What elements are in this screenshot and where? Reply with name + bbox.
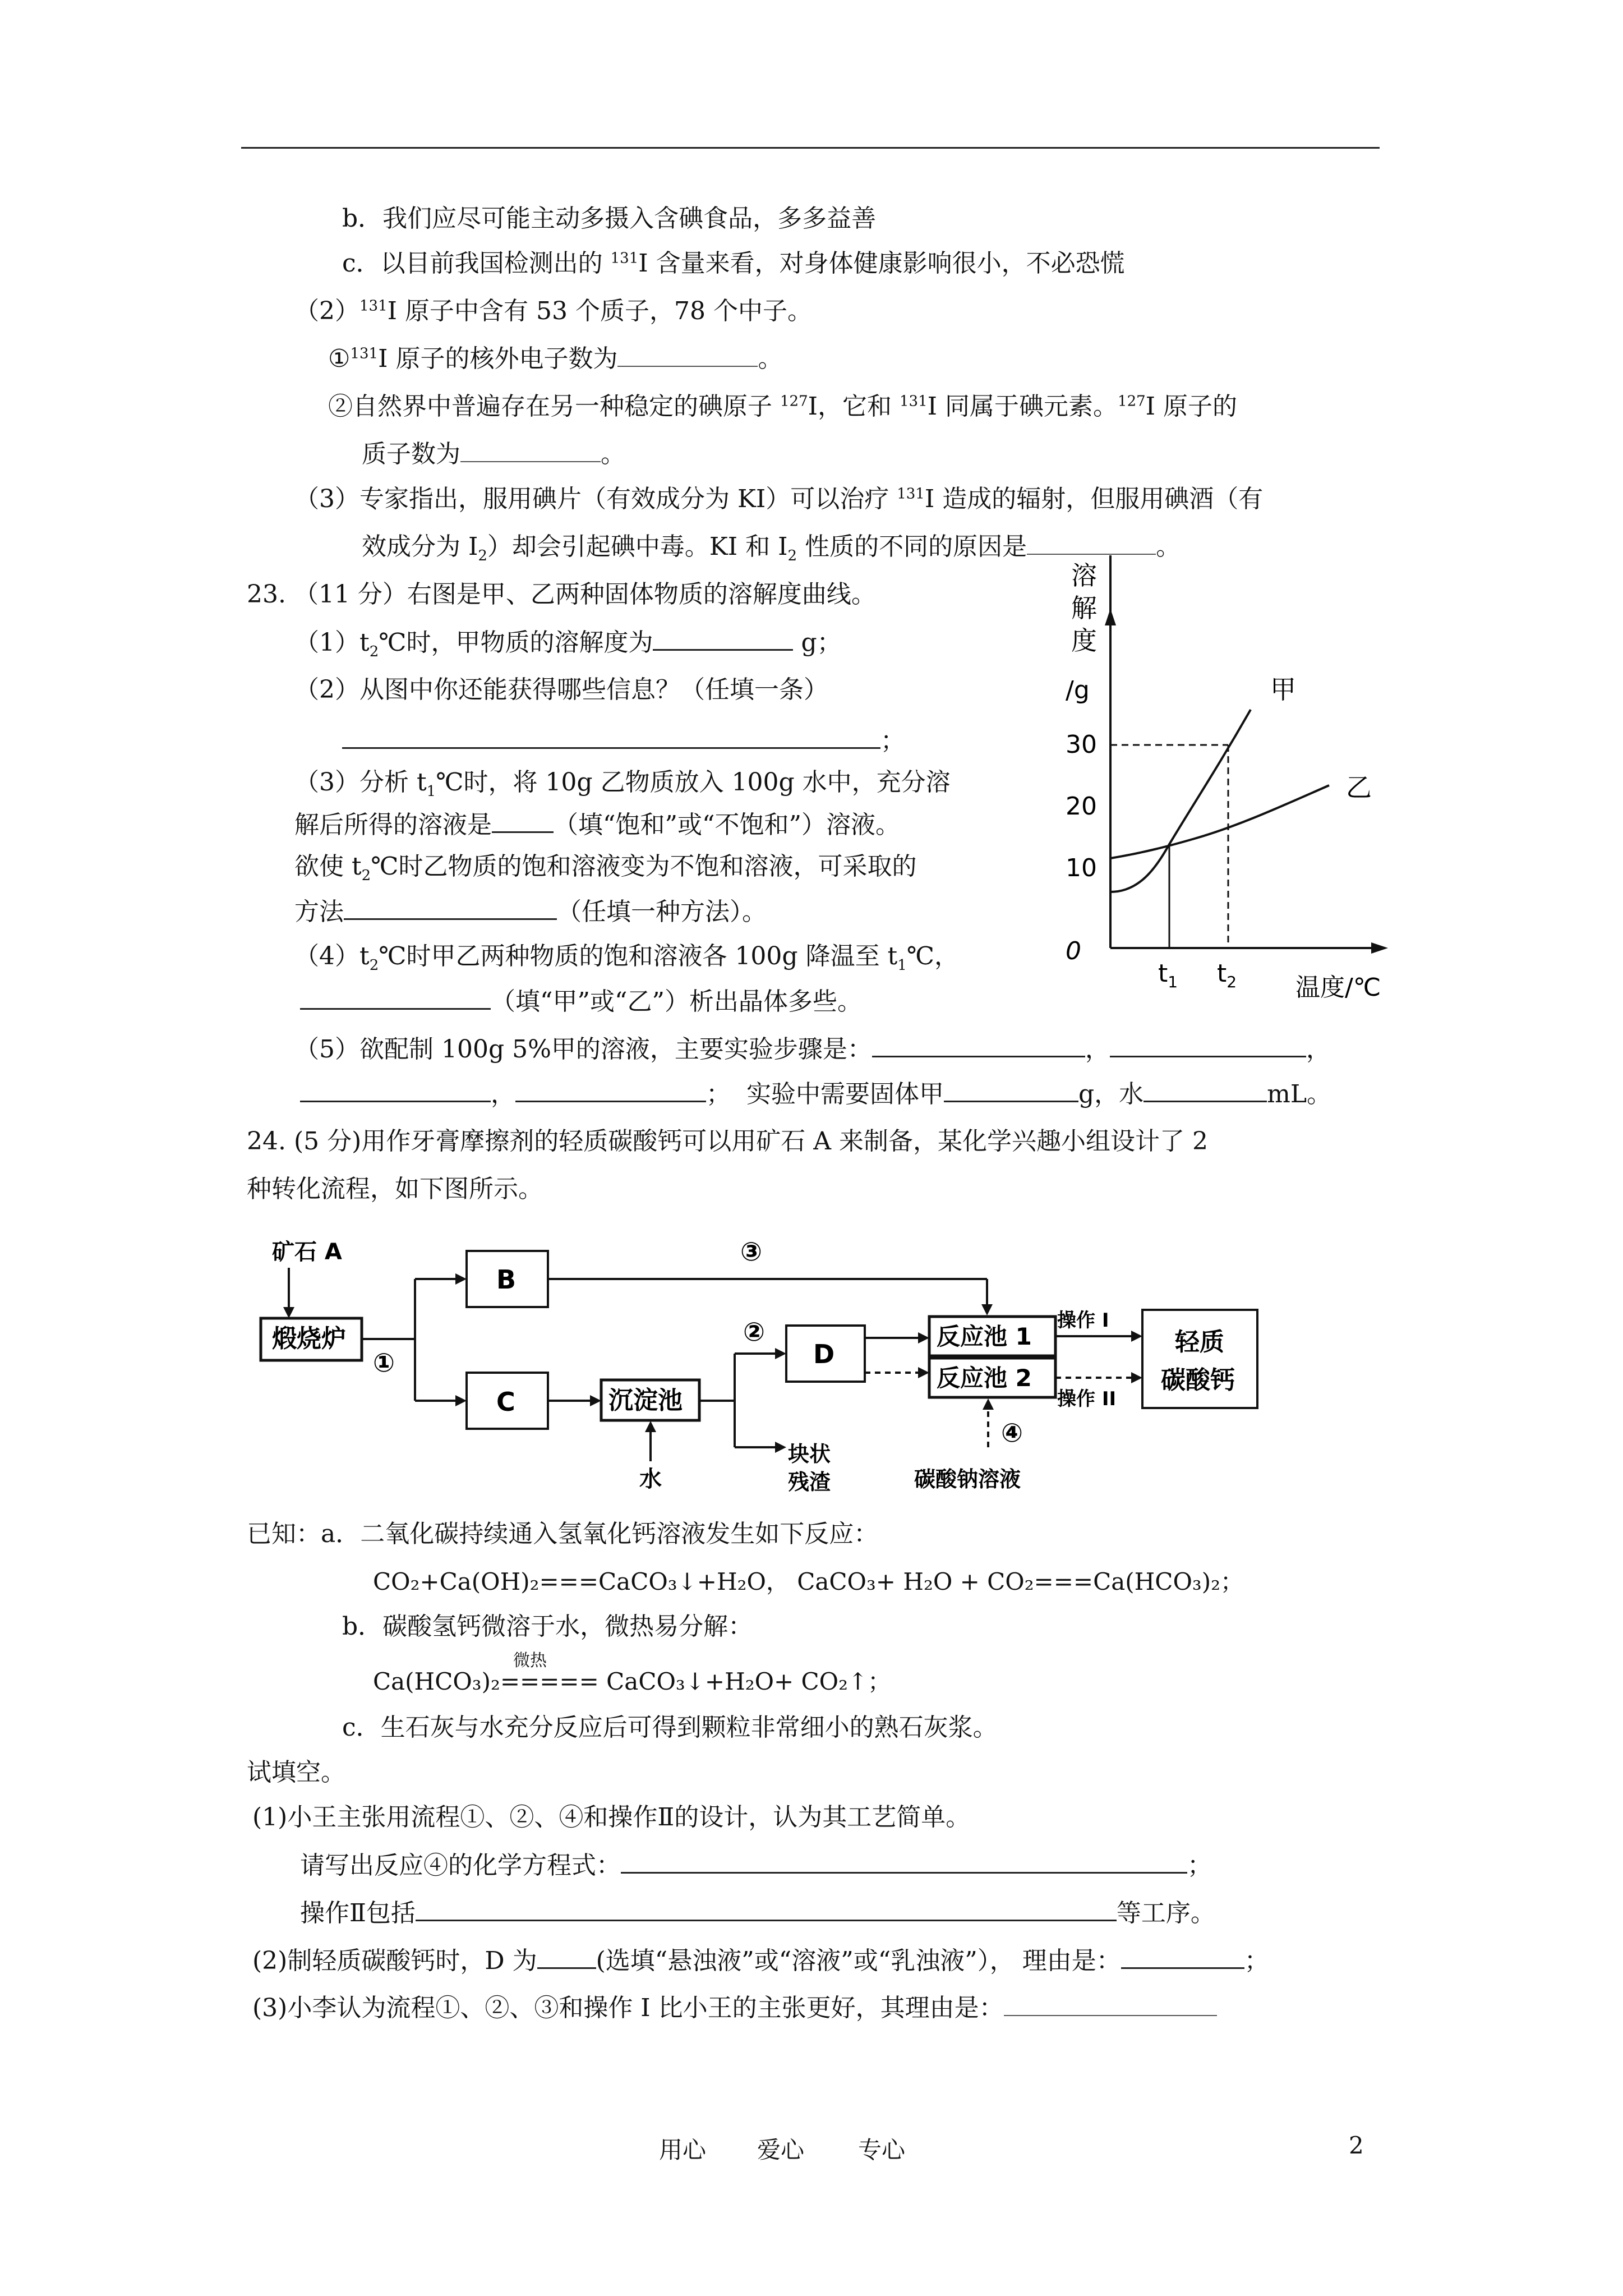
arrowhead	[918, 1332, 929, 1343]
answer-blank[interactable]	[460, 438, 601, 462]
answer-blank[interactable]	[300, 984, 491, 1010]
arrowhead	[981, 1304, 993, 1315]
q23-part5-line2: ， ； 实验中需要固体甲 g，水 mL。	[300, 1077, 1331, 1111]
q24-part1: (1)小王主张用流程①、②、④和操作Ⅱ的设计，认为其工艺简单。	[252, 1803, 971, 1832]
q22-option-b: b．我们应尽可能主动多摄入含碘食品，多多益善	[342, 204, 877, 233]
q23-part3-line2: 解后所得的溶液是 （填“饱和”或“不饱和”）溶液。	[294, 808, 900, 842]
q22-part3: （3）专家指出，服用碘片（有效成分为 KI）可以治疗 $^{131}$I 造成的辐射，但服用碘酒（有	[294, 485, 1264, 513]
answer-blank[interactable]	[1121, 1944, 1244, 1969]
x-tick-t1: $t_1$	[1158, 959, 1178, 991]
known-c: c．生石灰与水充分反应后可得到颗粒非常细小的熟石灰浆。	[342, 1713, 998, 1742]
q24-heading-line2: 种转化流程，如下图所示。	[247, 1175, 543, 1203]
answer-blank[interactable]	[537, 1944, 596, 1969]
q23-part1: $(1)t_2℃$时，甲物质的溶解度为 g；	[294, 625, 842, 660]
q22-part2b: ②自然界中普遍存在另一种稳定的碘原子 $^{127}$I，它和 $^{131}$I 同属于碘元素。$^{127}$I 原子的	[328, 392, 1238, 421]
arrowhead	[775, 1348, 786, 1359]
step-2-label: ②	[743, 1317, 765, 1347]
equation-1: CO₂+Ca(OH)₂===CaCO₃↓+H₂O， CaCO₃+ H₂O + CO₂===Ca(HCO₃)₂；	[373, 1568, 1244, 1595]
furnace-label: 煅烧炉	[272, 1324, 346, 1353]
answer-blank[interactable]	[416, 1896, 1117, 1921]
q24-part2: (2)制轻质碳酸钙时，D 为 (选填“悬浊液”或“溶液”或“乳浊液”）， 理由是： ；	[252, 1944, 1269, 1978]
fill-in-prompt: 试填空。	[247, 1758, 345, 1787]
curve-yi	[1110, 785, 1329, 858]
y-label-char: 度	[1071, 625, 1097, 656]
answer-blank[interactable]	[1004, 1991, 1217, 2016]
q22-part2: $(2)^{131}I$ 原子中含有 53 个质子，78 个中子。	[294, 297, 812, 325]
series-label-jia: 甲	[1270, 674, 1296, 705]
tank-label: 沉淀池	[608, 1386, 683, 1415]
answer-blank[interactable]	[621, 1848, 1187, 1874]
arrowhead	[1131, 1372, 1142, 1383]
footer-motto-1: 用心	[659, 2136, 707, 2164]
equation-2-body: Ca(HCO₃)₂===== CaCO₃↓+H₂O+ CO₂↑；	[373, 1668, 892, 1695]
arrowhead	[1131, 1331, 1142, 1342]
step-1-label: ①	[373, 1347, 395, 1378]
residue-label-1: 块状	[788, 1442, 831, 1466]
origin-label: 0	[1066, 937, 1081, 965]
header-rule	[241, 147, 1380, 149]
reactor-1-label: 反应池 1	[937, 1323, 1032, 1350]
q24-part3: (3)小李认为流程①、②、③和操作 I 比小王的主张更好，其理由是：	[252, 1991, 1217, 2025]
step-4-label: ④	[1001, 1418, 1023, 1448]
y-unit: /g	[1066, 676, 1090, 705]
process-flowchart	[247, 1226, 1312, 1506]
answer-blank[interactable]	[492, 808, 554, 833]
label-d: D	[813, 1339, 835, 1369]
answer-blank[interactable]	[617, 342, 758, 367]
y-tick-10: 10	[1066, 854, 1097, 882]
q22-option-c: c．以目前我国检测出的 $^{131}$I 含量来看，对身体健康影响很小，不必恐慌	[342, 249, 1125, 278]
arrowhead	[645, 1421, 656, 1432]
arrowhead	[455, 1273, 467, 1285]
answer-blank[interactable]	[944, 1077, 1078, 1102]
page-number: 2	[1349, 2132, 1364, 2159]
reactor-2-label: 反应池 2	[937, 1364, 1032, 1392]
product-label-1: 轻质	[1175, 1328, 1224, 1356]
answer-blank[interactable]	[515, 1077, 706, 1102]
label-c: C	[496, 1387, 515, 1417]
residue-label-2: 残渣	[788, 1470, 831, 1494]
q23-part3-line4: 方法 （任填一种方法）。	[294, 895, 767, 929]
y-tick-20: 20	[1066, 792, 1097, 821]
q23-part2-answer: ；	[342, 724, 905, 758]
arrowhead	[983, 1398, 994, 1410]
label-b: B	[496, 1264, 517, 1295]
answer-blank[interactable]	[1110, 1032, 1306, 1057]
q23-part5: （5）欲配制 100g 5%甲的溶液，主要实验步骤是： ， ，	[294, 1032, 1331, 1066]
answer-blank[interactable]	[300, 1077, 491, 1102]
q23-part4-line2: （填“甲”或“乙”）析出晶体多些。	[300, 984, 862, 1019]
footer-motto-2: 爱心	[757, 2136, 805, 2164]
answer-blank[interactable]	[872, 1032, 1085, 1057]
equation-2	[373, 1646, 892, 1708]
answer-blank[interactable]	[653, 625, 793, 651]
q24-part1a: 请写出反应④的化学方程式： ；	[300, 1848, 1212, 1883]
q23-part3-line3: 欲使 $t_2℃$时乙物质的饱和溶液变为不饱和溶液，可采取的	[294, 852, 917, 884]
y-axis-arrow	[1105, 609, 1116, 625]
y-label-char: 解	[1071, 593, 1097, 623]
q22-part2b-line2: 质子数为 。	[362, 438, 625, 471]
water-label: 水	[639, 1466, 662, 1492]
y-tick-30: 30	[1066, 730, 1097, 759]
answer-blank[interactable]	[342, 724, 880, 749]
y-label-char: 溶	[1071, 560, 1097, 591]
arrowhead	[918, 1367, 929, 1378]
answer-blank[interactable]	[344, 895, 557, 920]
ore-label: 矿石 A	[272, 1239, 342, 1265]
answer-blank[interactable]	[1144, 1077, 1267, 1102]
curve-jia	[1110, 710, 1251, 892]
arrowhead	[283, 1307, 294, 1318]
q22-part3-line2: 效成分为 $I_2$）却会引起碘中毒。KI 和 $I_2$ 性质的不同的原因是 。	[362, 530, 1181, 564]
footer-motto-3: 专心	[858, 2136, 906, 2164]
q23-part4: $(4)t_2℃$时甲乙两种物质的饱和溶液各 100g 降温至 $t_1℃$，	[294, 942, 960, 974]
solubility-graph	[1049, 555, 1413, 1004]
series-label-yi: 乙	[1346, 772, 1372, 803]
q23-heading: 23. （11 分）右图是甲、乙两种固体物质的溶解度曲线。	[247, 580, 876, 609]
q23-part3: （3）分析 $t_1℃$时，将 10g 乙物质放入 100g 水中，充分溶	[294, 768, 951, 800]
known-b: b．碳酸氢钙微溶于水，微热易分解：	[342, 1612, 753, 1641]
arrowhead	[455, 1395, 467, 1406]
equation-2-condition: 微热	[513, 1651, 547, 1671]
arrowhead	[775, 1442, 786, 1453]
q24-heading: 24. (5 分)用作牙膏摩擦剂的轻质碳酸钙可以用矿石 A 来制备，某化学兴趣小组设计了 2	[247, 1127, 1208, 1156]
arrowhead	[590, 1395, 601, 1406]
x-axis-arrow	[1371, 942, 1388, 954]
x-axis-label: 温度/℃	[1295, 973, 1381, 1002]
q23-part2: （2）从图中你还能获得哪些信息？（任填一条）	[294, 675, 828, 704]
product-label-2: 碳酸钙	[1161, 1366, 1235, 1395]
x-tick-t2: $t_2$	[1217, 959, 1237, 991]
q24-part1b: 操作Ⅱ包括 等工序。	[300, 1896, 1215, 1930]
q22-part2a: ①$^{131}$I 原子的核外电子数为 。	[328, 342, 782, 376]
soda-label: 碳酸钠溶液	[914, 1467, 1021, 1492]
op2-label: 操作 II	[1057, 1388, 1117, 1410]
op1-label: 操作 I	[1057, 1309, 1109, 1332]
answer-blank[interactable]	[1027, 530, 1156, 555]
known-a: 已知：a．二氧化碳持续通入氢氧化钙溶液发生如下反应：	[247, 1520, 879, 1548]
step-3-label: ③	[740, 1236, 762, 1267]
